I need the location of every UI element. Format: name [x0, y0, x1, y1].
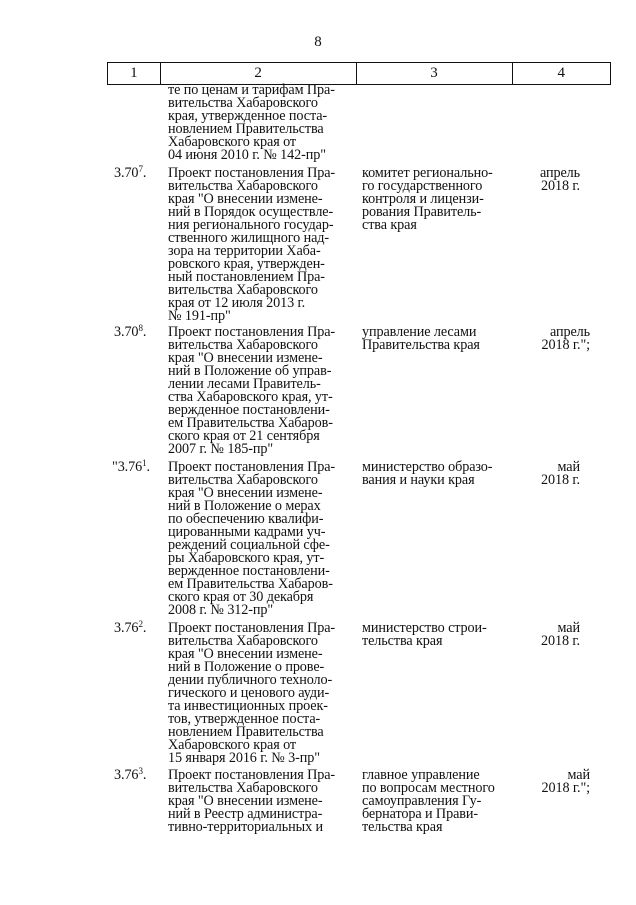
row-5-project: Проект постановления Пра- вительства Хабаровского края "О внесении измене- ний в Реестр администра- тивно-территориальных и [168, 767, 336, 835]
row-5-number: 3.76$^3$. [114, 766, 147, 783]
row-3-number: "3.76$^1$. [112, 458, 150, 475]
page-number: 8 [314, 34, 322, 50]
row-5-responsible: главное управление по вопросам местного самоуправления Гу- бернатора и Прави- тельства края [362, 767, 495, 835]
header-col-1: 1 [108, 63, 161, 84]
row-5-date: май 2018 г."; [541, 767, 590, 796]
row-1-number: 3.70$^7$. [114, 164, 147, 181]
row-4-project: Проект постановления Пра- вительства Хабаровского края "О внесении измене- ний в Положение о прове- дении публичного техноло- гического и ценового ауди- та инвестиционных проек- тов, утвержденное поста- новлением Правительства Хабаровского края от 15 января 2016 г. № 3-пр" [168, 620, 336, 766]
row-4-date: май 2018 г. [541, 620, 580, 649]
row-4-responsible: министерство строи- тельства края [362, 620, 487, 649]
row-3-project: Проект постановления Пра- вительства Хабаровского края "О внесении измене- ний в Положение о мерах по обеспечению квалифи- цированными кадрами уч- реждений социальной сфе- ры Хабаровского края, ут- вержденное постановлени- ем Правительства Хабаров- ского края от 30 декабря 2008 г. № 312-пр" [168, 459, 336, 618]
row-1-responsible: комитет регионально- го государственного контроля и лицензи- рования Правитель- ства края [362, 165, 493, 233]
row-0-project: те по ценам и тарифам Пра- вительства Хабаровского края, утвержденное поста- новлением Правительства Хабаровского края от 04 июня 2010 г. № 142-пр" [168, 82, 335, 163]
row-4-number: 3.76$^2$. [114, 619, 147, 636]
row-1-date: апрель 2018 г. [539, 165, 580, 194]
row-3-date: май 2018 г. [541, 459, 580, 488]
header-col-3: 3 [357, 63, 513, 84]
row-1-project: Проект постановления Пра- вительства Хабаровского края "О внесении измене- ний в Порядок осуществле- ния регионального государ- ственного жилищного над- зора на территории Хаба- ровского края, утвержден- ный постановлением Пра- вительства Хабаровского края от 12 июля 2013 г. № 191-пр" [168, 165, 336, 324]
row-2-date: апрель 2018 г."; [541, 324, 590, 353]
row-2-project: Проект постановления Пра- вительства Хабаровского края "О внесении измене- ний в Положение об управ- лении лесами Правитель- ства Хабаровского края, ут- вержденное постановлени- ем Правительства Хабаров- ского края от 21 сентября 2007 г. № 185-пр" [168, 324, 336, 457]
row-2-responsible: управление лесами Правительства края [362, 324, 480, 353]
header-col-4: 4 [557, 65, 566, 81]
row-3-responsible: министерство образо- вания и науки края [362, 459, 493, 488]
row-2-number: 3.70$^8$. [114, 323, 147, 340]
header-col-2: 2 [161, 63, 357, 84]
